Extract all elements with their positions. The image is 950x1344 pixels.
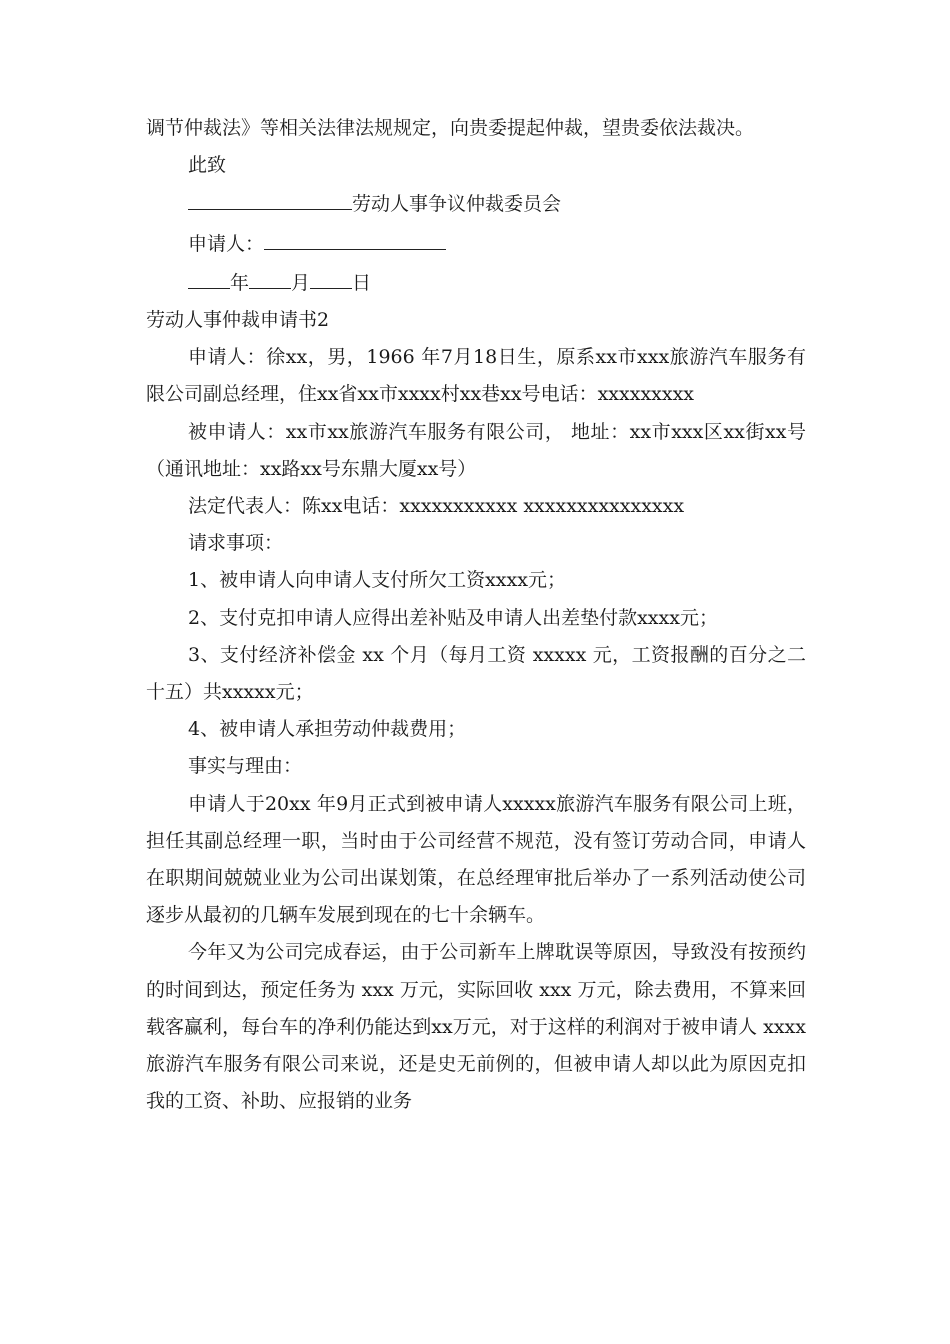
salutation-cizhi: 此致 [188,154,227,177]
committee-name: 劳动人事争议仲裁委员会 [352,193,562,216]
year-blank [188,263,230,289]
document-page [146,110,806,1120]
addressee-line [146,184,806,223]
respondent-info: 被申请人：xx市xx旅游汽车服务有限公司， 地址：xx市xxx区xx街xx号（通讯地址：xx路xx号东鼎大厦xx号） [146,420,806,480]
applicant-blank [264,224,446,250]
applicant-label: 申请人： [188,232,265,255]
legal-representative: 法定代表人：陈xx电话：xxxxxxxxxxx xxxxxxxxxxxxxxx [188,495,685,518]
date-year-label: 年 [230,271,250,294]
claim-item-4: 4、被申请人承担劳动仲裁费用； [188,718,467,741]
paragraph-law-basis: 调节仲裁法》等相关法律法规规定，向贵委提起仲裁，望贵委依法裁决。 [146,117,755,139]
claims-heading: 请求事项： [188,532,284,555]
date-line [146,263,806,302]
day-blank [310,263,352,289]
facts-paragraph-1: 申请人于20xx 年9月正式到被申请人xxxxx旅游汽车服务有限公司上班，担任其副总经理一职，当时由于公司经营不规范，没有签订劳动合同，申请人在职期间兢兢业业为公司出谋划策，在总经理审批后举办了一系列活动使公司逐步从最初的几辆车发展到现在的七十余辆车。 [146,792,806,927]
claim-item-3: 3、支付经济补偿金 xx 个月（每月工资 xxxxx 元，工资报酬的百分之二十五）共xxxxx元； [146,643,806,704]
section-title-2: 劳动人事仲裁申请书2 [146,309,330,332]
month-blank [249,263,291,289]
applicant-signature-line [146,224,806,263]
claim-item-2: 2、支付克扣申请人应得出差补贴及申请人出差垫付款xxxx元； [188,606,718,629]
claim-item-1: 1、被申请人向申请人支付所欠工资xxxx元； [188,569,566,592]
facts-paragraph-2: 今年又为公司完成春运，由于公司新车上牌耽误等原因，导致没有按预约的时间到达，预定任务为 xxx 万元，实际回收 xxx 万元，除去费用，不算来回载客赢利，每台车的净利仍能达到xx万元，对于这样的利润对于被申请人 xxxx 旅游汽车服务有限公司来说，还是史无前例的，但被申请人却以此为原因克扣我的工资、补助、应报销的业务 [146,941,806,1113]
date-month-label: 月 [291,271,311,294]
date-day-label: 日 [352,271,372,294]
applicant-info: 申请人：徐xx，男，1966 年7月18日生，原系xx市xxx旅游汽车服务有限公司副总经理，住xx省xx市xxxx村xx巷xx号电话：xxxxxxxxx [146,346,806,406]
committee-blank [188,184,352,210]
facts-heading: 事实与理由： [188,755,303,778]
